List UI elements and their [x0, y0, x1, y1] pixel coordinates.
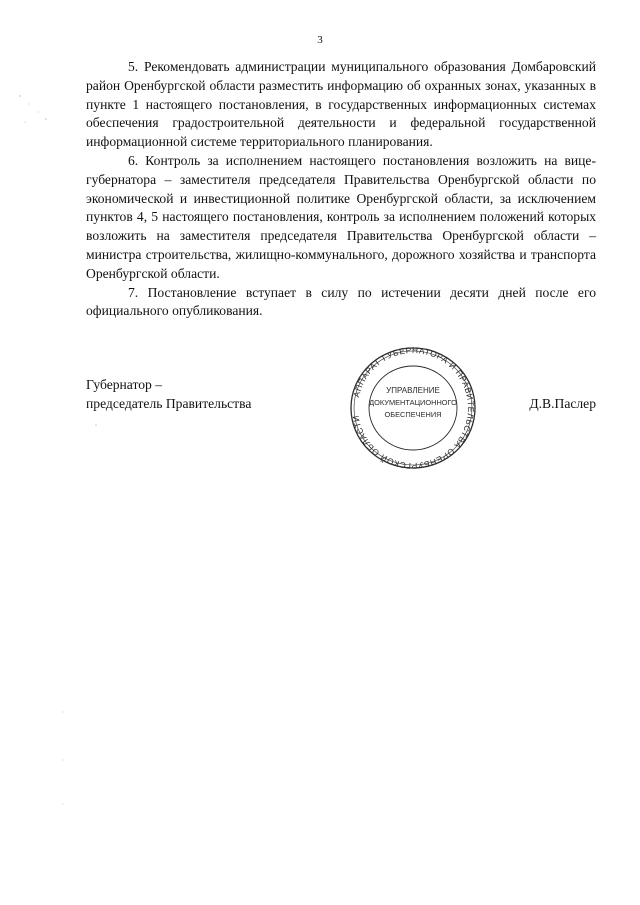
signature-name: Д.В.Паслер	[529, 396, 596, 411]
paragraph-5: 5. Рекомендовать администрации муниципального образования Домбаровский район Оренбургской области разместить информацию об охранных зонах, указанных в пункте 1 настоящего постановления, в государственных информационных системах обеспечения градостроительной деятельности и федеральной государственной информационной системе территориального планирования.	[86, 59, 596, 150]
stamp-inner-ring	[369, 366, 457, 450]
stamp-center-line-1: УПРАВЛЕНИЕ	[386, 386, 440, 395]
stamp-center-line-3: ОБЕСПЕЧЕНИЯ	[384, 410, 442, 419]
official-stamp	[328, 343, 498, 473]
document-body	[86, 58, 596, 321]
stamp-outer-text: АППАРАТ ГУБЕРНАТОРА И ПРАВИТЕЛЬСТВА ОРЕНБУРГСКОЙ ОБЛАСТИ	[350, 344, 477, 472]
paragraph-7: 7. Постановление вступает в силу по истечении десяти дней после его официального опубликования.	[86, 284, 596, 319]
signature-role-line-2: председатель Правительства	[86, 395, 252, 411]
signature-role	[86, 376, 251, 414]
signature-role-line-1: Губернатор –	[86, 377, 163, 392]
stamp-center-line-2: ДОКУМЕНТАЦИОННОГО	[369, 398, 457, 407]
paragraph-6: 6. Контроль за исполнением настоящего постановления возложить на вице-губернатора – заместителя председателя Правительства Оренбургской области по экономической и инвестиционной политике Оренбургской области, за исключением пунктов 4, 5 настоящего постановления, контроль за исполнением положений которых возложить на заместителя председателя Правительства Оренбургской области – министра строительства, жилищно-коммунального, дорожного хозяйства и транспорта Оренбургской области.	[86, 152, 596, 281]
stamp-graphic	[328, 343, 498, 473]
page-number: 3	[317, 34, 323, 46]
